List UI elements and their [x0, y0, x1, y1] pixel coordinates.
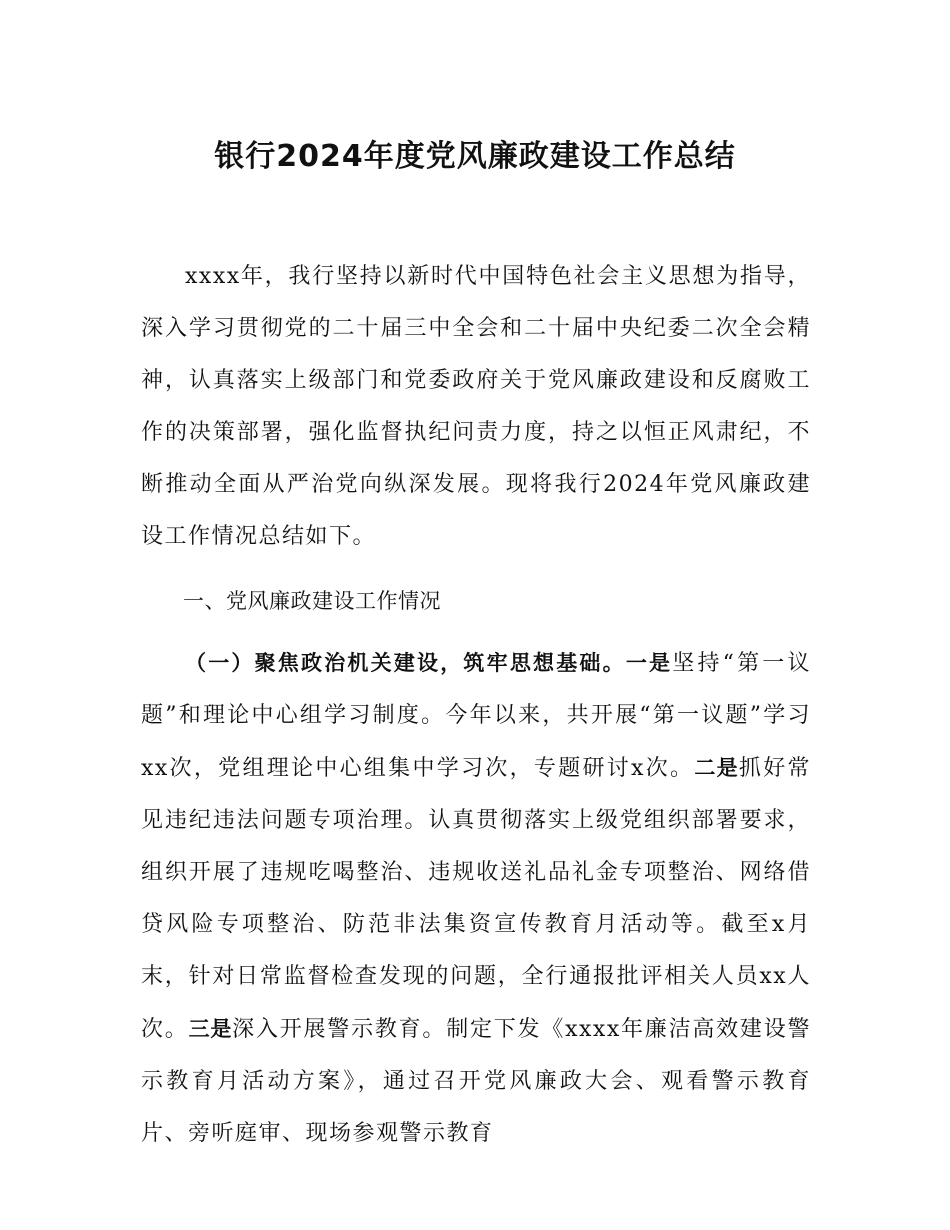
item-marker-1: 一是: [625, 651, 673, 675]
section-heading: 一、党风廉政建设工作情况: [183, 589, 441, 613]
item-marker-3: 三是: [188, 1017, 233, 1041]
document-body: [141, 251, 811, 1160]
item-text-3: 深入开展警示教育。制定下发《xxxx年廉洁高效建设警示教育月活动方案》，通过召开党风廉政大会、观看警示教育片、旁听庭审、现场参观警示教育: [141, 1017, 812, 1146]
document-title: 银行2024年度党风廉政建设工作总结: [214, 139, 736, 175]
item-text-2: 抓好常见违纪违法问题专项治理。认真贯彻落实上级党组织部署要求，组织开展了违规吃喝整治、违规收送礼品礼金专项整治、网络借贷风险专项整治、防范非法集资宣传教育月活动等。截至x月末，针对日常监督检查发现的问题，全行通报批评相关人员xx人次。: [141, 756, 811, 1042]
intro-paragraph: xxxx年，我行坚持以新时代中国特色社会主义思想为指导，深入学习贯彻党的二十届三中全会和二十届中央纪委二次全会精神，认真落实上级部门和党委政府关于党风廉政建设和反腐败工作的决策部署，强化监督执纪问责力度，持之以恒正风肃纪，不断推动全面从严治党向纵深发展。现将我行2024年党风廉政建设工作情况总结如下。: [141, 264, 811, 549]
section-paragraph: [141, 637, 811, 1160]
item-marker-2: 二是: [694, 756, 739, 780]
subsection-lead: （一）聚焦政治机关建设，筑牢思想基础。: [185, 651, 626, 675]
item-text-1: 坚持“第一议题”和理论中心组学习制度。今年以来，共开展“第一议题”学习xx次，党组理论中心组集中学习次，专题研讨x次。: [141, 651, 812, 781]
